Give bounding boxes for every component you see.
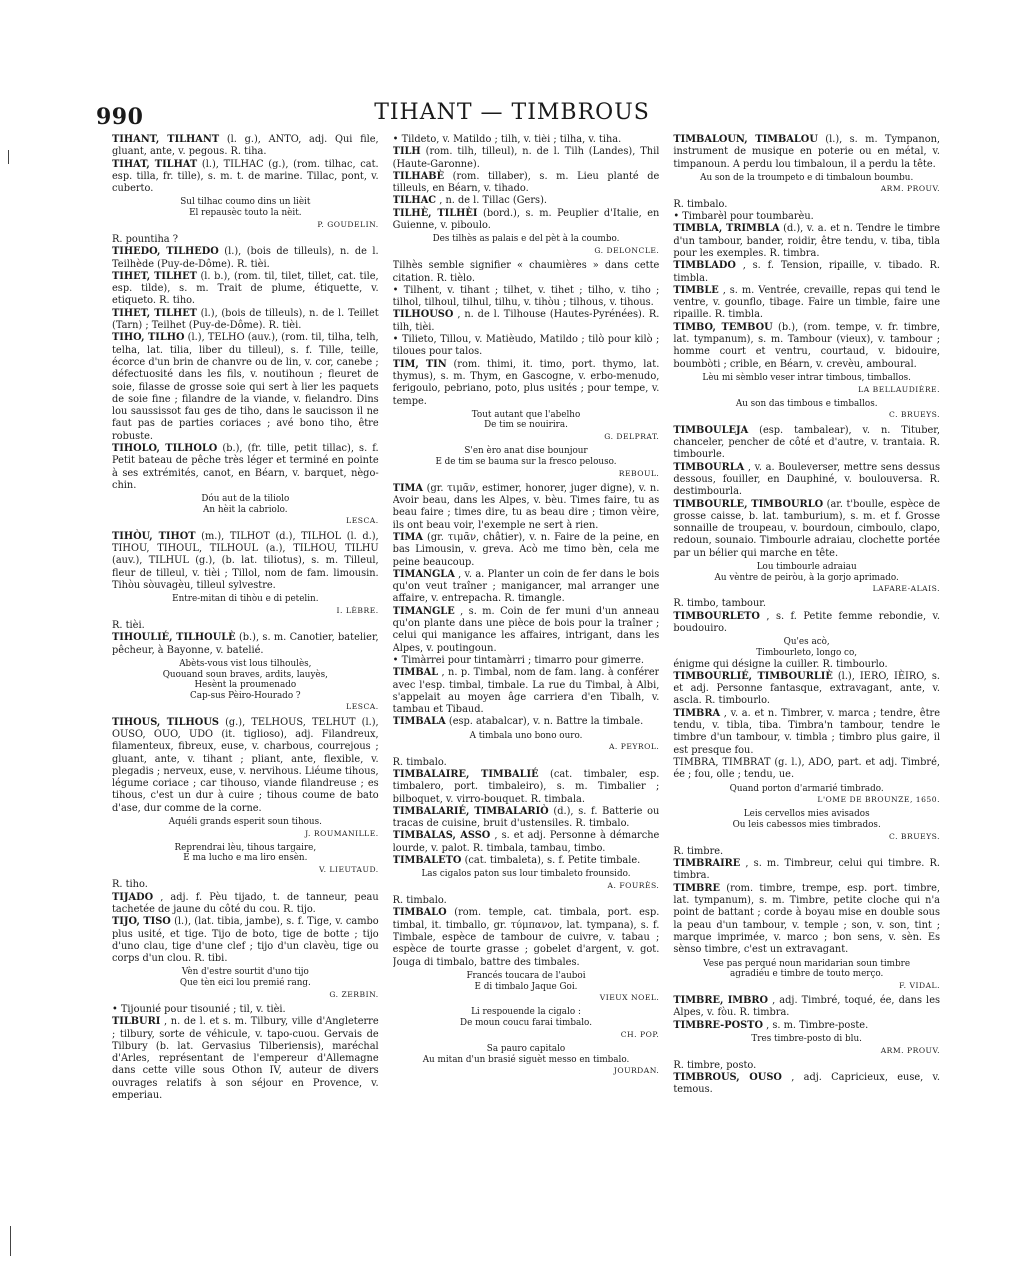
citation-author: CH. POP.	[620, 1029, 660, 1039]
entry-definition: • Tilhent, v. tihant ; tilhet, v. tihet ; tilho, v. tiho ; tilhol, tilhoul, tilhul, tilhu, v. tihòu ; tilhous, v. tihous.	[392, 284, 660, 309]
dictionary-entry	[112, 246, 379, 271]
citation: Francés toucara de l'auboi E di timbalo Jaque Goi.	[466, 970, 586, 992]
entry-definition: , n. p. Timbal, nom de fam. lang. à conférer avec l'esp. timbal, timbale. La rue du Timbal, à Albi, s'appelait au moyen âge carriera d'en Tibalh, v. tambau et Tibaud.	[392, 667, 660, 716]
dictionary-entry	[112, 271, 379, 308]
dictionary-columns	[112, 134, 940, 1244]
entry-definition: R. timbalo.	[392, 756, 447, 768]
dictionary-entry	[673, 858, 940, 883]
entry-headword: TIMBLE	[673, 284, 719, 296]
entry-headword: TIMBOURLIÉ, TIMBOURLIÈ	[673, 670, 833, 682]
entry-headword: TIMBRE	[673, 882, 720, 894]
dictionary-entry	[673, 199, 940, 211]
citation-author: A. FOURÈS.	[607, 880, 660, 890]
dictionary-entry	[673, 425, 940, 462]
entry-definition: Tilhès semble signifier « chaumières » dans cette citation. R. tièlo.	[392, 260, 660, 284]
dictionary-entry	[673, 757, 940, 782]
entry-headword: TIJO, TISO	[112, 916, 171, 928]
margin-rule	[8, 150, 9, 164]
entry-headword: TIMBOURLA	[673, 461, 745, 473]
entry-definition: (b.), s. m. Canotier, batelier, pêcheur, à Bayonne, v. batelié.	[112, 632, 379, 656]
entry-headword: TIMA	[392, 482, 423, 494]
dictionary-entry	[112, 1004, 379, 1016]
entry-definition: (rom. timbre, trempe, esp. port. timbre, lat. tympanum), s. m. Timbre, petite cloche qui n'a point de battant ; corde à boyau mise en double sous la peau d'un tambour, v. temple ; son, v. son, tint ; marque imprimée, v. marco ; bon sens, v. sèn. Es sènso timbre, c'est un extravagant.	[673, 882, 940, 956]
entry-headword: TILHOUSO	[392, 309, 454, 321]
entry-definition: (l.), TILHAC (g.), (rom. tilhac, cat. esp. tilla, fr. tille), s. m. t. de marine. Tillac, pont, v. cuberto.	[112, 158, 379, 195]
entry-definition: (rom. tilh, tilleul), n. de l. Tilh (Landes), Thil (Haute-Garonne).	[392, 146, 660, 170]
entry-definition: , adj. f. Pèu tijado, t. de tanneur, peau tachetée de jaune du côté du cou. R. tijo.	[112, 891, 379, 915]
citation-author: I. LÈBRE.	[336, 605, 379, 615]
dictionary-entry	[673, 1020, 940, 1032]
dictionary-entry	[393, 208, 660, 233]
dictionary-entry	[673, 611, 940, 636]
entry-definition: , adj. Timbré, toqué, ée, dans les Alpes, v. fòu. R. timbra.	[673, 995, 940, 1019]
dictionary-entry	[393, 146, 660, 171]
dictionary-entry	[393, 171, 660, 196]
entry-definition: R. tiho.	[112, 879, 148, 891]
entry-headword: TIHEDO, TILHEDO	[112, 246, 219, 258]
entry-headword: TIMBAL	[392, 667, 439, 679]
margin-rule	[10, 1226, 11, 1256]
dictionary-entry	[112, 879, 379, 891]
entry-headword: TIHOLO, TILHOLO	[112, 443, 218, 455]
citation-author: G. ZERBIN.	[329, 989, 379, 999]
entry-definition: (esp. tambalear), v. n. Tituber, chanceler, pencher de côté et d'autre, v. trantaia. R. timbourle.	[673, 424, 940, 461]
dictionary-entry	[112, 159, 379, 196]
entry-definition: (gr. τιμᾶν, châtier), v. n. Faire de la peine, en bas Limousin, v. greva. Acò me timo bèn, cela me peine beaucoup.	[392, 531, 660, 568]
entry-headword: TILHABÈ	[392, 170, 445, 182]
entry-headword: TIHAT, TILHAT	[112, 158, 198, 170]
entry-definition: (l.), (lat. tibia, jambe), s. f. Tige, v. cambo plus usité, et tige. Tijo de boto, tige de botte ; tijo d'uno clau, tige d'une clef ; tijo d'un clavèu, tige ou corps d'un clou. R. tibi.	[112, 916, 379, 965]
citation-author: G. DELONCLE.	[594, 245, 660, 255]
citation: Qu'es acò, Timbourleto, longo co,	[756, 637, 858, 658]
dictionary-entry	[393, 309, 660, 334]
entry-definition: R. pountiha ?	[112, 233, 178, 245]
entry-headword: TILHAC	[392, 195, 437, 207]
entry-definition: , s. m. Timbre-poste.	[766, 1019, 869, 1031]
dictionary-entry	[393, 907, 660, 968]
entry-definition: (esp. atabalcar), v. n. Battre la timbale.	[448, 716, 644, 728]
entry-definition: R. timbre, posto.	[673, 1059, 757, 1071]
citation: Sa pauro capitalo Au mitan d'un brasié siguèt messo en timbalo.	[422, 1043, 630, 1065]
citation: A timbala uno bono ouro.	[469, 730, 583, 741]
entry-definition: (gr. τιμᾶν, estimer, honorer, juger digne), v. n. Avoir beau, dans les Alpes, v. bèu. Times faire, tu as beau faire ; times dire, tu as beau dire ; timon vèire, ils ont beau voir, l'exemple ne sert à rien.	[392, 482, 660, 531]
citation-author: ARM. PROUV.	[880, 1045, 940, 1055]
entry-headword: TIMBLADO	[673, 260, 736, 272]
dictionary-entry	[112, 916, 379, 965]
dictionary-entry	[393, 195, 660, 207]
entry-definition: • Timbarèl pour toumbarèu.	[673, 211, 814, 223]
entry-definition: (b.), (rom. tempe, v. fr. timbre, lat. tympanum), s. m. Tambour (vieux), v. tambour ; homme court et ventru, courtaud, v. bidouire, boumbòti ; crible, en Béarn, v. crevèu, amboural.	[673, 321, 940, 370]
entry-headword: TIMBROUS, OUSO	[673, 1072, 782, 1084]
entry-definition: , n. de l. Tillac (Gers).	[439, 195, 547, 207]
citation-author: G. DELPRAT.	[604, 432, 660, 442]
dictionary-entry	[393, 569, 660, 606]
citation: S'en èro anat dise bounjour E de tim se bauma sur la fresco pelouso.	[435, 446, 617, 467]
entry-headword: TIMBRE, IMBRO	[673, 995, 769, 1007]
dictionary-entry	[673, 134, 940, 171]
dictionary-entry	[112, 332, 379, 443]
dictionary-entry	[673, 1072, 940, 1097]
citation: Vese pas perqué noun maridarian soun timbre agradiéu e timbre de touto merço.	[703, 958, 911, 980]
entry-headword: TILH	[392, 146, 421, 158]
citation: Lèu mi sèmblo veser intrar timbous, timballos.	[702, 372, 911, 383]
dictionary-entry	[112, 234, 379, 246]
citation: Sul tilhac coumo dins un lièit El repausèc touto la nèit.	[180, 197, 311, 219]
entry-definition: (l.), (bois de tilleuls), n. de l. Teillet (Tarn) ; Teilhet (Puy-de-Dôme). R. tièi.	[112, 307, 379, 332]
entry-headword: TIMBRAIRE	[673, 858, 741, 870]
citation: Au son de la troumpeto e di timbaloun boumbu.	[700, 172, 914, 183]
dictionary-entry	[112, 134, 379, 159]
entry-headword: TIJADO	[112, 891, 154, 903]
citation-author: P. GOUDELIN.	[317, 219, 379, 229]
citation-author: LESCA.	[346, 516, 379, 526]
citation: Entre-mitan di tihòu e di petelin.	[172, 594, 319, 605]
entry-headword: TIMBOULEJA	[673, 424, 749, 436]
citation: Lou timbourle adraiau Au vèntre de peiròu, à la gorjo aprimado.	[714, 561, 899, 583]
dictionary-entry	[673, 1060, 940, 1072]
dictionary-entry	[393, 855, 660, 867]
entry-definition: R. tièi.	[112, 620, 145, 632]
dictionary-entry	[393, 359, 660, 408]
entry-definition: TIMBRA, TIMBRAT (g. l.), ADO, part. et adj. Timbré, ée ; fou, olle ; tendu, ue.	[673, 756, 940, 781]
dictionary-entry	[393, 483, 660, 532]
dictionary-entry	[393, 830, 660, 855]
citation-author: F. VIDAL.	[899, 980, 940, 990]
entry-headword: TIMANGLA	[392, 568, 455, 580]
entry-headword: TIMBALOUN, TIMBALOU	[673, 134, 818, 145]
citation: Li respouende la cigalo : De moun coucu farai timbalo.	[460, 1007, 592, 1029]
dictionary-entry	[673, 499, 940, 560]
entry-definition: R. timbo, tambour.	[673, 598, 766, 610]
citation-author: V. LIEUTAUD.	[318, 865, 379, 875]
citation-author: LESCA.	[346, 702, 379, 712]
entry-headword: TIMBALETO	[392, 855, 462, 866]
citation: Tout autant que l'abelho De tim se nouirira.	[471, 409, 581, 431]
dictionary-entry	[673, 223, 940, 260]
entry-headword: TIMBOURLE, TIMBOURLO	[673, 498, 824, 510]
dictionary-entry	[673, 708, 940, 757]
entry-definition: , v. a. Bouleverser, mettre sens dessus dessous, fouiller, en Dauphiné, v. boulouversa. R. destimbourla.	[673, 461, 940, 498]
entry-definition: énigme qui désigne la cuiller. R. timbourlo.	[673, 658, 888, 670]
entry-definition: R. timbalo.	[673, 198, 728, 210]
dictionary-entry	[112, 632, 379, 657]
entry-headword: TIMBRA	[673, 707, 721, 719]
entry-definition: (cat. timbaleta), s. f. Petite timbale.	[464, 855, 641, 866]
entry-definition: , s. et adj. Personne à démarche lourde, v. palot. R. timbala, tambau, timbo.	[392, 830, 660, 854]
entry-definition: , s. m. Ventrée, crevaille, repas qui tend le ventre, v. gounflo, tibage. Faire un timble, faire une ripaille. R. timbla.	[673, 284, 940, 321]
entry-headword: TILBURI	[112, 1016, 161, 1028]
entry-headword: TIMBLA, TRIMBLA	[673, 223, 780, 235]
citation: Tres timbre-posto di blu.	[751, 1033, 862, 1044]
dictionary-entry	[393, 716, 660, 728]
entry-definition: (cat. timbaler, esp. timbalero, port. timbaleiro), s. m. Timbalier ; bilboquet, v. virro-bouquet. R. timbala.	[392, 768, 660, 805]
entry-definition: (rom. temple, cat. timbala, port. esp. timbal, it. timballo, gr. τύμπανον, lat. tympana), s. f. Timbale, espèce de tambour de cuivre, v. tabau ; espèce de tourte grasse ; gobelet d'argent, v. got. Jouga di timbalo, battre des timbales.	[392, 907, 660, 968]
entry-definition: R. timbre.	[673, 845, 724, 857]
entry-headword: TIMBALA	[392, 716, 446, 728]
entry-headword: TIMBOURLETO	[673, 610, 760, 622]
entry-definition: • Timàrrei pour tintamàrri ; timarro pour gimerre.	[392, 654, 644, 666]
entry-definition: , v. a. et n. Timbrer, v. marca ; tendre, être tendu, v. tibla, tiba. Timbra'n tambour, tendre le timbre d'un tambour, v. timbla ; timbro plus gaire, il est presque fou.	[673, 707, 940, 756]
citation-author: LA BELLAUDIÈRE.	[858, 384, 940, 394]
entry-headword: TIMBO, TEMBOU	[673, 321, 773, 333]
entry-definition: • Tilieto, Tillou, v. Matièudo, Matildo ; tilò pour kilò ; tiloues pour talos.	[392, 334, 660, 358]
citation-author: REBOUL.	[618, 468, 660, 478]
dictionary-entry	[393, 806, 660, 831]
citation: Aquéli grands esperit soun tihous.	[168, 817, 322, 827]
entry-headword: TIMBALARIÉ, TIMBALARIÒ	[392, 805, 549, 817]
entry-definition: (rom. thimi, it. timo, port. thymo, lat. thymus), s. m. Thym, en Gascogne, v. erbo-menudo, ferigoulo, pebriano, poto, plus usités ; pour tempe, v. tempe.	[392, 358, 660, 407]
citation-author: VIEUX NOEL.	[599, 993, 660, 1003]
entry-headword: TILHÈ, TILHÈI	[392, 207, 478, 219]
dictionary-entry	[673, 846, 940, 858]
entry-definition: (rom. tillaber), s. m. Lieu planté de tilleuls, en Béarn, v. tihado.	[392, 170, 660, 195]
entry-headword: TIM, TIN	[392, 358, 447, 370]
entry-definition: , s. m. Coin de fer muni d'un anneau qu'on plante dans une pièce de bois pour la traîner ; celui qui manigance les affaires, intrigant, dans les Alpes, v. poutingoun.	[392, 605, 660, 654]
entry-definition: (b.), (fr. tille, petit tillac), s. f. Petit bateau de pêche très léger et terminé en pointe à ses extrémités, canot, en Béarn, v. barquet, nègo-chin.	[112, 443, 379, 491]
dictionary-entry	[112, 620, 379, 632]
entry-definition: , adj. Capricieux, euse, v. temous.	[673, 1072, 940, 1096]
entry-definition: , n. de l. et s. m. Tilbury, ville d'Angleterre ; tilbury, sorte de véhicule, v. tapo-cuou. Gervais de Tilbury (b. lat. Gervasius Tilberiensis), maréchal d'Arles, représentant de l'empereur d'Allemagne dans cette ville sous Othon IV, auteur de divers ouvrages relatifs à son séjour en Provence, v. emperiau.	[112, 1016, 379, 1102]
entry-headword: TIMBALAS, ASSO	[392, 830, 491, 842]
entry-headword: TIHET, TILHET	[112, 307, 197, 319]
entry-definition: (l.), s. m. Tympanon, instrument de musique en poterie ou en métal, v. timpanoun. A perdu lou timbaloun, il a perdu la tête.	[673, 134, 940, 170]
dictionary-entry	[673, 659, 940, 671]
citation-author: A. PEYROL.	[608, 742, 660, 752]
dictionary-entry	[673, 211, 940, 223]
dictionary-entry	[673, 462, 940, 499]
citation: Las cigalos paton sus lour timbaleto frounsido.	[421, 869, 631, 880]
dictionary-entry	[673, 260, 940, 285]
dictionary-entry	[393, 895, 660, 907]
citation: Reprendrai lèu, tihous targaire, E ma lucho e ma liro ensèn.	[174, 842, 317, 864]
citation-author: ARM. PROUV.	[880, 184, 940, 194]
entry-headword: TIHÒU, TIHOT	[112, 530, 196, 542]
column-3	[673, 134, 940, 1244]
dictionary-entry	[393, 606, 660, 655]
entry-definition: (l. g.), ANTO, adj. Qui file, gluant, ante, v. pegous. R. tiha.	[112, 134, 379, 158]
dictionary-entry	[673, 285, 940, 322]
citation-author: L'OME DE BROUNZE, 1650.	[817, 795, 940, 805]
dictionary-entry	[112, 1016, 379, 1102]
entry-headword: TIHOULIÉ, TILHOULÈ	[112, 632, 236, 644]
entry-definition: R. timbalo.	[392, 895, 447, 907]
dictionary-entry	[112, 443, 379, 492]
citation: Au son das timbous e timballos.	[735, 398, 878, 409]
running-head: TIHANT — TIMBROUS	[374, 100, 650, 125]
dictionary-entry	[393, 134, 660, 146]
dictionary-entry	[112, 308, 379, 333]
citation-author: C. BRUEYS.	[889, 831, 940, 841]
citation-author: LAFARE-ALAIS.	[872, 584, 940, 594]
dictionary-entry	[393, 655, 660, 667]
dictionary-entry	[393, 260, 660, 285]
dictionary-entry	[673, 883, 940, 957]
entry-definition: (g.), TELHOUS, TELHUT (l.), OUSO, OUO, UDO (it. tiglioso), adj. Filandreux, filamenteux, fibreux, euse, v. charbous, courrejous ; gluant, ante, v. tihant ; pliant, ante, flexible, v. plegadis ; nerveux, euse, v. nervihous. Liéume tihous, légume coriace ; car tihouso, viande filandreuse ; es tihous, c'est un dur à cuire ; tihous coume de bato d'ase, dur comme de la corne.	[112, 716, 379, 814]
entry-definition: (l.), IERO, IÈIRO, s. et adj. Personne fantasque, extravagant, ante, v. ascla. R. timbourlo.	[673, 670, 940, 707]
dictionary-entry	[393, 667, 660, 716]
citation-author: JOURDAN.	[613, 1066, 660, 1076]
citation: Dóu aut de la tiliolo An hèit la cabriolo.	[201, 494, 290, 515]
dictionary-entry	[393, 769, 660, 806]
citation: Quand porton d'armarié timbrado.	[729, 783, 884, 794]
dictionary-entry	[673, 995, 940, 1020]
dictionary-entry	[393, 285, 660, 310]
entry-definition: (d.), s. f. Batterie ou tracas de cuisine, bruit d'ustensiles. R. timbalo.	[392, 805, 660, 830]
dictionary-entry	[112, 531, 379, 592]
entry-definition: , s. f. Tension, ripaille, v. tibado. R. timbla.	[673, 260, 940, 284]
citation: Abèts-vous vist lous tilhoulès, Quouand soun braves, ardits, lauyès, Hesènt la proumenado Cap-sus Pèiro-Hourado ?	[162, 658, 328, 701]
citation: Vèn d'estre sourtit d'uno tijo Que tèn eici lou premié rang.	[179, 967, 311, 989]
entry-headword: TIHO, TILHO	[112, 332, 185, 344]
entry-headword: TIHANT, TILHANT	[112, 134, 220, 145]
entry-headword: TIHET, TILHET	[112, 270, 197, 282]
page-number: 990	[96, 104, 144, 130]
entry-headword: TIMBRE-POSTO	[673, 1019, 763, 1031]
dictionary-entry	[673, 671, 940, 708]
entry-headword: TIMA	[392, 531, 423, 543]
entry-definition: (bord.), s. m. Peuplier d'Italie, en Guienne, v. piboulo.	[392, 207, 660, 232]
dictionary-entry	[673, 322, 940, 371]
entry-headword: TIMANGLE	[392, 605, 455, 617]
entry-definition: (l.), (bois de tilleuls), n. de l. Teilhède (Puy-de-Dôme). R. tièi.	[112, 246, 379, 270]
dictionary-entry	[673, 598, 940, 610]
entry-headword: TIMBALAIRE, TIMBALIÉ	[392, 768, 539, 780]
entry-definition: • Tildeto, v. Matildo ; tilh, v. tièi ; tilha, v. tiha.	[392, 134, 622, 145]
entry-definition: (d.), v. a. et n. Tendre le timbre d'un tambour, bander, roidir, être tendu, v. tiba, tibla pour les exemples. R. timbra.	[673, 223, 940, 259]
dictionary-entry	[393, 757, 660, 769]
citation-author: C. BRUEYS.	[889, 410, 940, 420]
entry-definition: (m.), TILHOT (d.), TILHOL (l. d.), TIHOU, TIHOUL, TILHOUL (a.), TILHOU, TILHU (auv.), TILHUL (g.), (b. lat. tiliotus), s. m. Tilleul, fleur de tilleul, v. tièi ; Tillol, nom de fam. limousin. Tihòu sòuvagèu, tilleul sylvestre.	[112, 530, 379, 591]
citation: Des tilhès as palais e del pèt à la coumbo.	[432, 234, 620, 245]
column-1	[112, 134, 379, 1244]
column-2	[393, 134, 660, 1244]
dictionary-entry	[112, 892, 379, 917]
entry-headword: TIMBALO	[392, 907, 447, 919]
entry-definition: , s. f. Petite femme rebondie, v. boudouiro.	[673, 610, 940, 635]
entry-definition: • Tijounié pour tisounié ; til, v. tièi.	[112, 1003, 286, 1015]
dictionary-entry	[393, 532, 660, 569]
dictionary-entry	[393, 334, 660, 359]
entry-definition: (l.), TELHO (auv.), (rom. til, tilha, telh, telha, lat. tilia, liber du tilleul), s. f. Tille, teille, écorce d'un brin de chanvre ou de lin, v. cor, canebe ; défectuosité dans les fils, v. noutihoun ; fleuret de soie, filasse de grosse soie qui sert à lier les paquets de soie fine ; filandre de la viande, v. fielandro. Dins lou saussissot fau ges de tiho, dans le saucisson il ne faut pas de parties coriaces ; avé bono tiho, être robuste.	[112, 332, 379, 442]
citation-author: J. ROUMANILLE.	[305, 828, 379, 838]
entry-definition: , v. a. Planter un coin de fer dans le bois qu'on veut traîner ; manigancer, mal arranger une affaire, v. entrepacha. R. timangle.	[392, 568, 660, 605]
entry-headword: TIHOUS, TILHOUS	[112, 716, 219, 728]
citation: Leis cervellos mies avisados Ou leis cabessos mies timbrados.	[732, 809, 881, 830]
entry-definition: (l. b.), (rom. til, tilet, tillet, cat. tile, esp. tilde), s. m. Trait de plume, étiquette, v. etiqueto. R. tiho.	[112, 270, 379, 307]
entry-definition: , n. de l. Tilhouse (Hautes-Pyrénées). R. tilh, tièi.	[392, 309, 660, 333]
entry-definition: (ar. t'boulle, espèce de grosse caisse, b. lat. tamburium), s. m. et f. Grosse sonnaille de troupeau, v. bourdoun, cimboulo, clapo, redoun, sounaio. Timbourle adraiau, clochette portée par un bélier qui marche en tête.	[673, 498, 940, 559]
dictionary-entry	[112, 717, 379, 815]
entry-definition: , s. m. Timbreur, celui qui timbre. R. timbra.	[673, 858, 940, 882]
